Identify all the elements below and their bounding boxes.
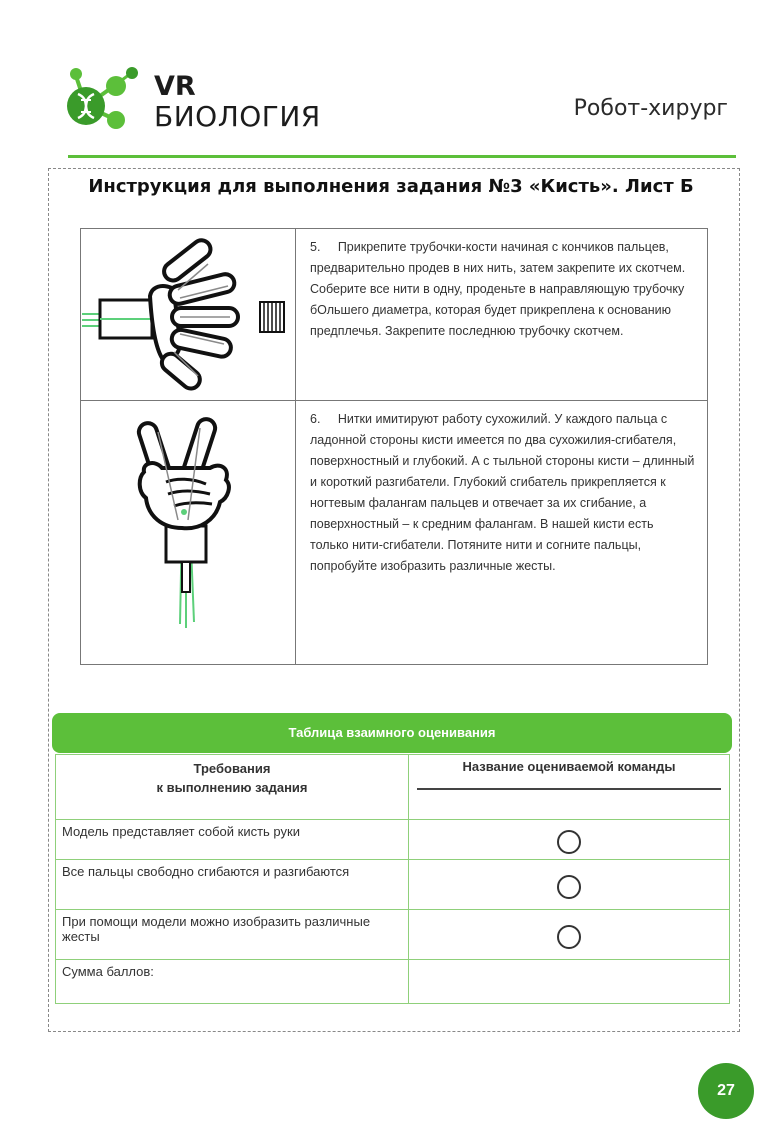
page-title: Инструкция для выполнения задания №3 «Кисть». Лист Б bbox=[88, 176, 694, 197]
victory-hand-icon bbox=[82, 402, 294, 658]
step-image-cell bbox=[81, 401, 296, 665]
requirements-header bbox=[56, 755, 409, 820]
table-row bbox=[56, 960, 730, 1004]
score-circle-checkbox[interactable] bbox=[557, 830, 581, 854]
evaluation-title: Таблица взаимного оценивания bbox=[52, 713, 732, 753]
evaluation-table bbox=[55, 754, 730, 1004]
logo-biology-text: БИОЛОГИЯ bbox=[154, 100, 321, 133]
requirements-header-line1: Требования bbox=[193, 761, 271, 776]
evaluation-header-row bbox=[56, 755, 730, 820]
requirements-header-line2: к выполнению задания bbox=[156, 780, 308, 795]
table-row bbox=[56, 820, 730, 860]
hand-with-tubes-icon bbox=[82, 230, 294, 394]
requirement-cell: При помощи модели можно изобразить различные жесты bbox=[56, 910, 409, 960]
step-number: 6. bbox=[310, 412, 321, 426]
step-text-cell bbox=[296, 229, 708, 401]
step-row bbox=[81, 229, 708, 401]
score-cell bbox=[409, 860, 730, 910]
section-title: Робот-хирург bbox=[573, 96, 728, 121]
table-row bbox=[56, 910, 730, 960]
team-name-input-line[interactable] bbox=[417, 788, 721, 790]
requirement-cell: Все пальцы свободно сгибаются и разгибаются bbox=[56, 860, 409, 910]
step-number: 5. bbox=[310, 240, 321, 254]
logo-vr-text: VR bbox=[154, 71, 196, 102]
team-name-header bbox=[409, 755, 730, 820]
logo bbox=[62, 64, 322, 144]
step-text-cell bbox=[296, 401, 708, 665]
page-number-badge: 27 bbox=[698, 1063, 754, 1119]
score-circle-checkbox[interactable] bbox=[557, 875, 581, 899]
thread-spool-icon bbox=[260, 302, 284, 332]
score-circle-checkbox[interactable] bbox=[557, 925, 581, 949]
sum-value-cell[interactable] bbox=[409, 960, 730, 1004]
score-cell bbox=[409, 910, 730, 960]
logo-molecule-icon bbox=[62, 64, 142, 144]
score-cell bbox=[409, 820, 730, 860]
sum-label-cell: Сумма баллов: bbox=[56, 960, 409, 1004]
step-row bbox=[81, 401, 708, 665]
requirement-cell: Модель представляет собой кисть руки bbox=[56, 820, 409, 860]
step-image-cell bbox=[81, 229, 296, 401]
step-text: Прикрепите трубочки-кости начиная с кончиков пальцев, предварительно продев в них нить, затем закрепите их скотчем. Соберите все нити в одну, проденьте в направляющую трубочку бОльшего диаметра, которая будет прикреплена к основанию предплечья. Закрепите последнюю трубочку скотчем. bbox=[310, 240, 686, 338]
instructions-table bbox=[80, 228, 708, 665]
table-row bbox=[56, 860, 730, 910]
header-divider bbox=[68, 155, 736, 158]
team-name-label: Название оцениваемой команды bbox=[462, 759, 676, 774]
step-text: Нитки имитируют работу сухожилий. У каждого пальца с ладонной стороны кисти имеется по два сухожилия-сгибателя, поверхностный и глубокий. А с тыльной стороны кисти – длинный и короткий разгибатели. Глубокий сгибатель прикрепляется к ногтевым фалангам пальцев и отвечает за их сгибание, а поверхностный – к средним фалангам. В нашей кисти есть только нити-сгибатели. Потяните нити и согните пальцы, попробуйте изобразить различные жесты. bbox=[310, 412, 695, 573]
